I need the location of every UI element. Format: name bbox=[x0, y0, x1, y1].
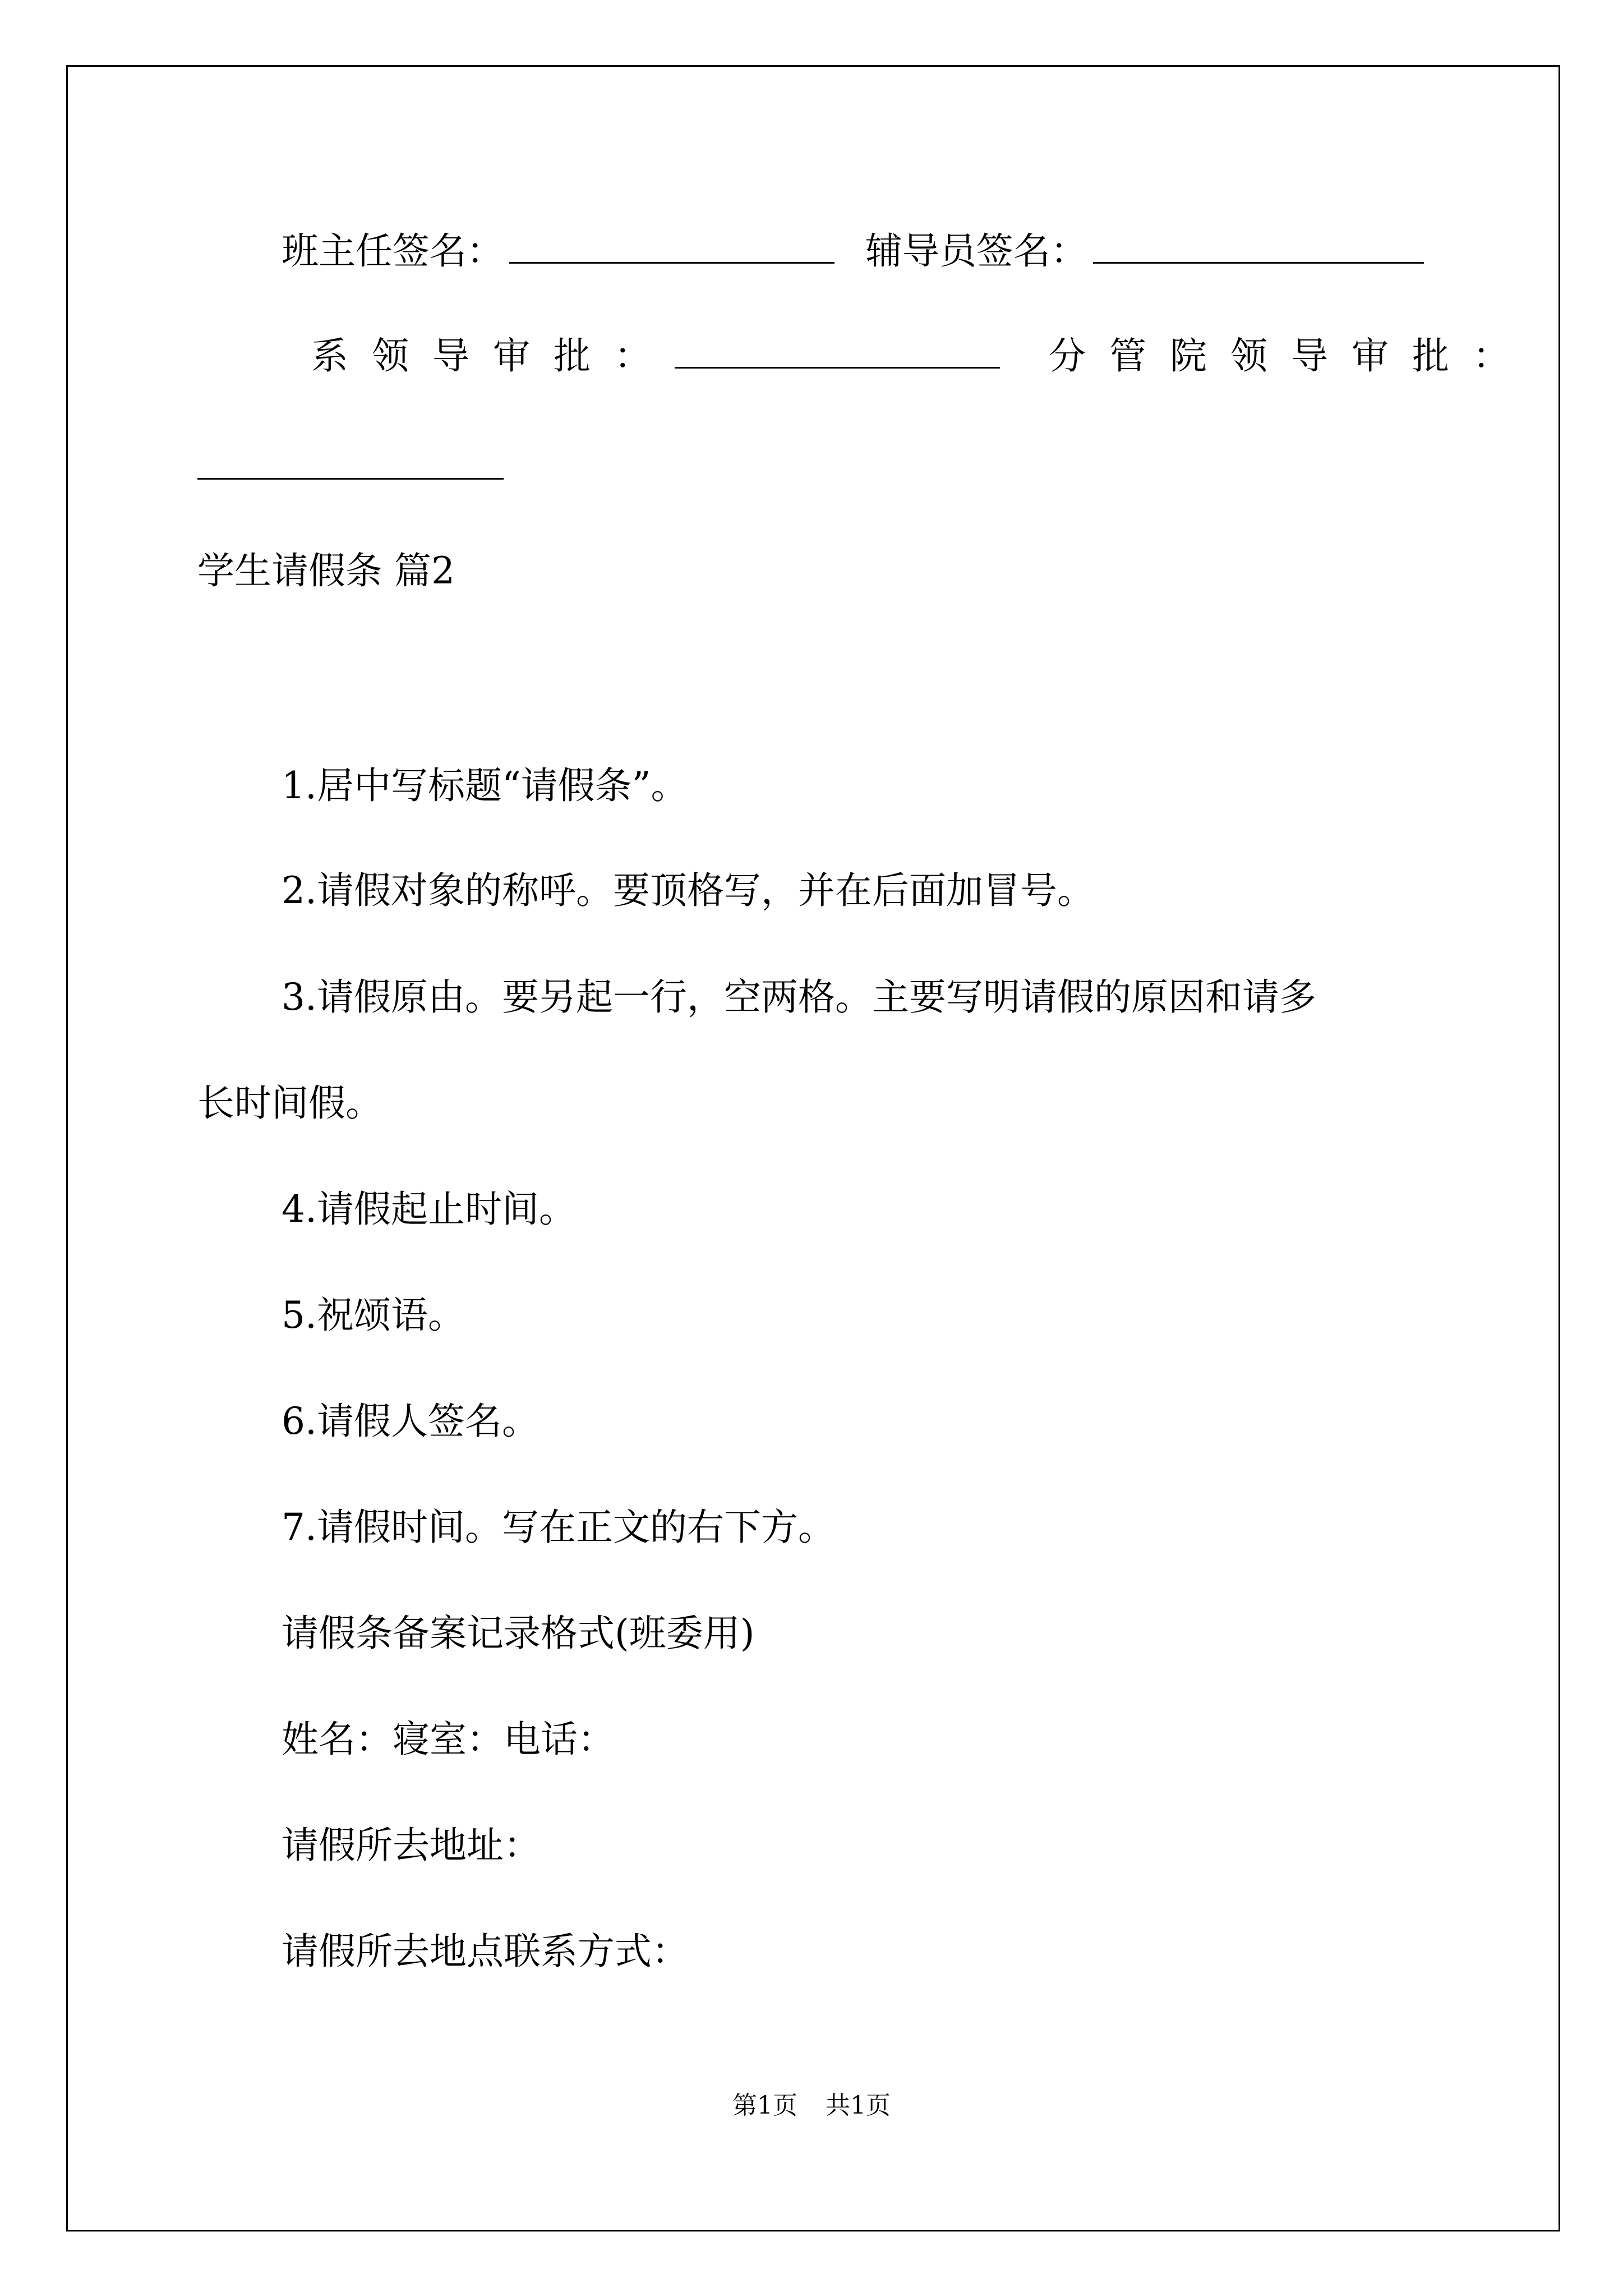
page-number-total: 共1页 bbox=[826, 2091, 891, 2120]
section-title: 学生请假条 篇2 bbox=[197, 549, 455, 592]
step-3-continued: 长时间假。 bbox=[197, 1082, 382, 1125]
step-7: 7.请假时间。写在正文的右下方。 bbox=[282, 1506, 835, 1549]
counselor-signature-field[interactable] bbox=[1093, 261, 1424, 264]
record-fields-line: 姓名：寝室：电话： bbox=[282, 1718, 615, 1761]
step-5: 5.祝颂语。 bbox=[282, 1294, 465, 1337]
step-1: 1.居中写标题“请假条”。 bbox=[282, 764, 688, 807]
dept-leader-approval-label: 系领导审批： bbox=[311, 334, 675, 378]
page-footer bbox=[0, 2093, 1623, 2118]
signature-row-3 bbox=[197, 449, 504, 486]
step-6: 6.请假人签名。 bbox=[282, 1400, 539, 1443]
record-heading: 请假条备案记录格式(班委用) bbox=[282, 1612, 755, 1655]
class-teacher-signature-label: 班主任签名： bbox=[282, 229, 504, 273]
step-4: 4.请假起止时间。 bbox=[282, 1188, 576, 1231]
counselor-signature-label: 辅导员签名： bbox=[865, 229, 1087, 273]
record-contact-label: 请假所去地点联系方式： bbox=[282, 1930, 689, 1973]
signature-row-1 bbox=[282, 229, 1424, 273]
page-number-current: 第1页 bbox=[732, 2091, 797, 2120]
step-2: 2.请假对象的称呼。要顶格写，并在后面加冒号。 bbox=[282, 869, 1094, 912]
signature-row-2 bbox=[311, 334, 1533, 378]
page-border bbox=[66, 65, 1560, 2231]
record-address-label: 请假所去地址： bbox=[282, 1824, 541, 1867]
class-teacher-signature-field[interactable] bbox=[509, 261, 834, 264]
step-3: 3.请假原由。要另起一行，空两格。主要写明请假的原因和请多 bbox=[282, 976, 1316, 1019]
college-leader-approval-field[interactable] bbox=[197, 477, 504, 480]
dept-leader-approval-field[interactable] bbox=[675, 366, 1000, 369]
college-leader-approval-label: 分管院领导审批： bbox=[1048, 334, 1533, 378]
